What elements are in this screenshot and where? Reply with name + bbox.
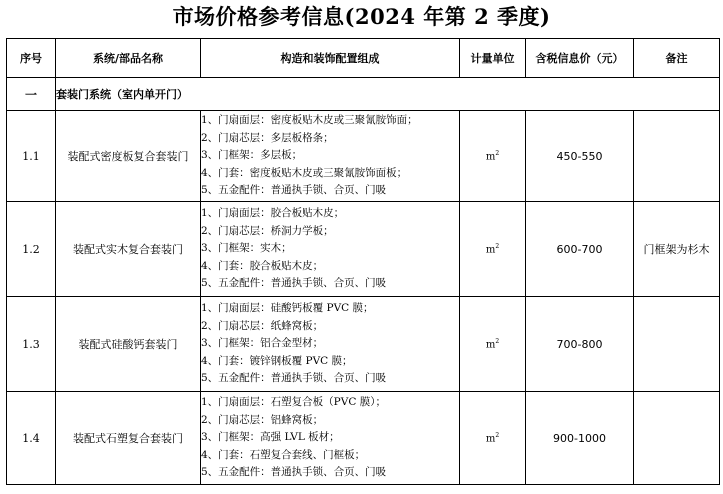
product-name: 装配式密度板复合套装门: [56, 111, 201, 202]
composition-line: 2、门扇芯层：桥洞力学板；: [201, 224, 334, 237]
composition-line: 2、门扇芯层：多层板格条；: [201, 131, 334, 144]
composition-line: 3、门框架：实木；: [201, 242, 292, 255]
table-row: [7, 111, 720, 202]
section-number: 一: [7, 78, 56, 111]
note-cell: [634, 111, 720, 202]
header-seq: 序号: [7, 39, 56, 78]
unit-base: m: [485, 433, 496, 445]
row-number: 1.4: [7, 392, 56, 485]
unit-cell: [460, 297, 526, 392]
unit-cell: [460, 392, 526, 485]
price-range: 900-1000: [526, 392, 634, 485]
table-row: [7, 392, 720, 485]
composition-line: 4、门套：胶合板贴木皮；: [201, 259, 324, 272]
composition-line: 5、五金配件：普通执手锁、合页、门吸: [201, 466, 387, 479]
composition-line: 4、门套：石塑复合套线、门框板；: [201, 448, 366, 461]
note-cell: [634, 297, 720, 392]
header-note: 备注: [634, 39, 720, 78]
unit-base: m: [485, 244, 496, 256]
row-number: 1.1: [7, 111, 56, 202]
unit-base: m: [485, 339, 496, 351]
price-range: 450-550: [526, 111, 634, 202]
composition-line: 2、门扇芯层：纸蜂窝板；: [201, 319, 324, 332]
price-table: [6, 38, 720, 485]
composition-line: 3、门框架：多层板；: [201, 149, 303, 162]
note-cell: [634, 392, 720, 485]
product-name: 装配式石塑复合套装门: [56, 392, 201, 485]
product-name: 装配式硅酸钙套装门: [56, 297, 201, 392]
composition-line: 3、门框架：铝合金型材；: [201, 337, 324, 350]
product-name: 装配式实木复合套装门: [56, 202, 201, 297]
unit-cell: [460, 202, 526, 297]
header-name: 系统/部品名称: [56, 39, 201, 78]
composition-line: 1、门扇面层：硅酸钙板覆 PVC 膜；: [201, 302, 374, 315]
composition-line: 1、门扇面层：胶合板贴木皮；: [201, 207, 345, 220]
table-header-row: [7, 39, 720, 78]
composition-line: 1、门扇面层：密度板贴木皮或三聚氰胺饰面；: [201, 114, 418, 127]
composition-line: 5、五金配件：普通执手锁、合页、门吸: [201, 184, 387, 197]
header-composition: 构造和装饰配置组成: [201, 39, 460, 78]
composition-line: 5、五金配件：普通执手锁、合页、门吸: [201, 372, 387, 385]
table-row: [7, 202, 720, 297]
composition-cell: [201, 202, 460, 297]
header-unit: 计量单位: [460, 39, 526, 78]
section-title: 套装门系统（室内单开门）: [56, 78, 720, 111]
composition-line: 4、门套：镀锌钢板覆 PVC 膜；: [201, 354, 353, 367]
composition-line: 5、五金配件：普通执手锁、合页、门吸: [201, 277, 387, 290]
composition-line: 3、门框架：高强 LVL 板材；: [201, 431, 340, 444]
composition-line: 4、门套：密度板贴木皮或三聚氰胺饰面板；: [201, 166, 408, 179]
header-price: 含税信息价（元）: [526, 39, 634, 78]
unit-exponent: 2: [495, 242, 500, 250]
unit-exponent: 2: [495, 149, 500, 157]
price-range: 700-800: [526, 297, 634, 392]
unit-exponent: 2: [495, 337, 500, 345]
composition-line: 1、门扇面层：石塑复合板（PVC 膜）；: [201, 396, 386, 409]
price-range: 600-700: [526, 202, 634, 297]
composition-cell: [201, 297, 460, 392]
table-row: [7, 297, 720, 392]
unit-base: m: [485, 151, 496, 163]
composition-line: 2、门扇芯层：铝蜂窝板；: [201, 413, 324, 426]
section-row: [7, 78, 720, 111]
page-title: 市场价格参考信息(2024 年第 2 季度): [172, 4, 551, 29]
unit-cell: [460, 111, 526, 202]
row-number: 1.3: [7, 297, 56, 392]
composition-cell: [201, 111, 460, 202]
row-number: 1.2: [7, 202, 56, 297]
composition-cell: [201, 392, 460, 485]
note-cell: 门框架为杉木: [634, 202, 720, 297]
unit-exponent: 2: [495, 431, 500, 439]
